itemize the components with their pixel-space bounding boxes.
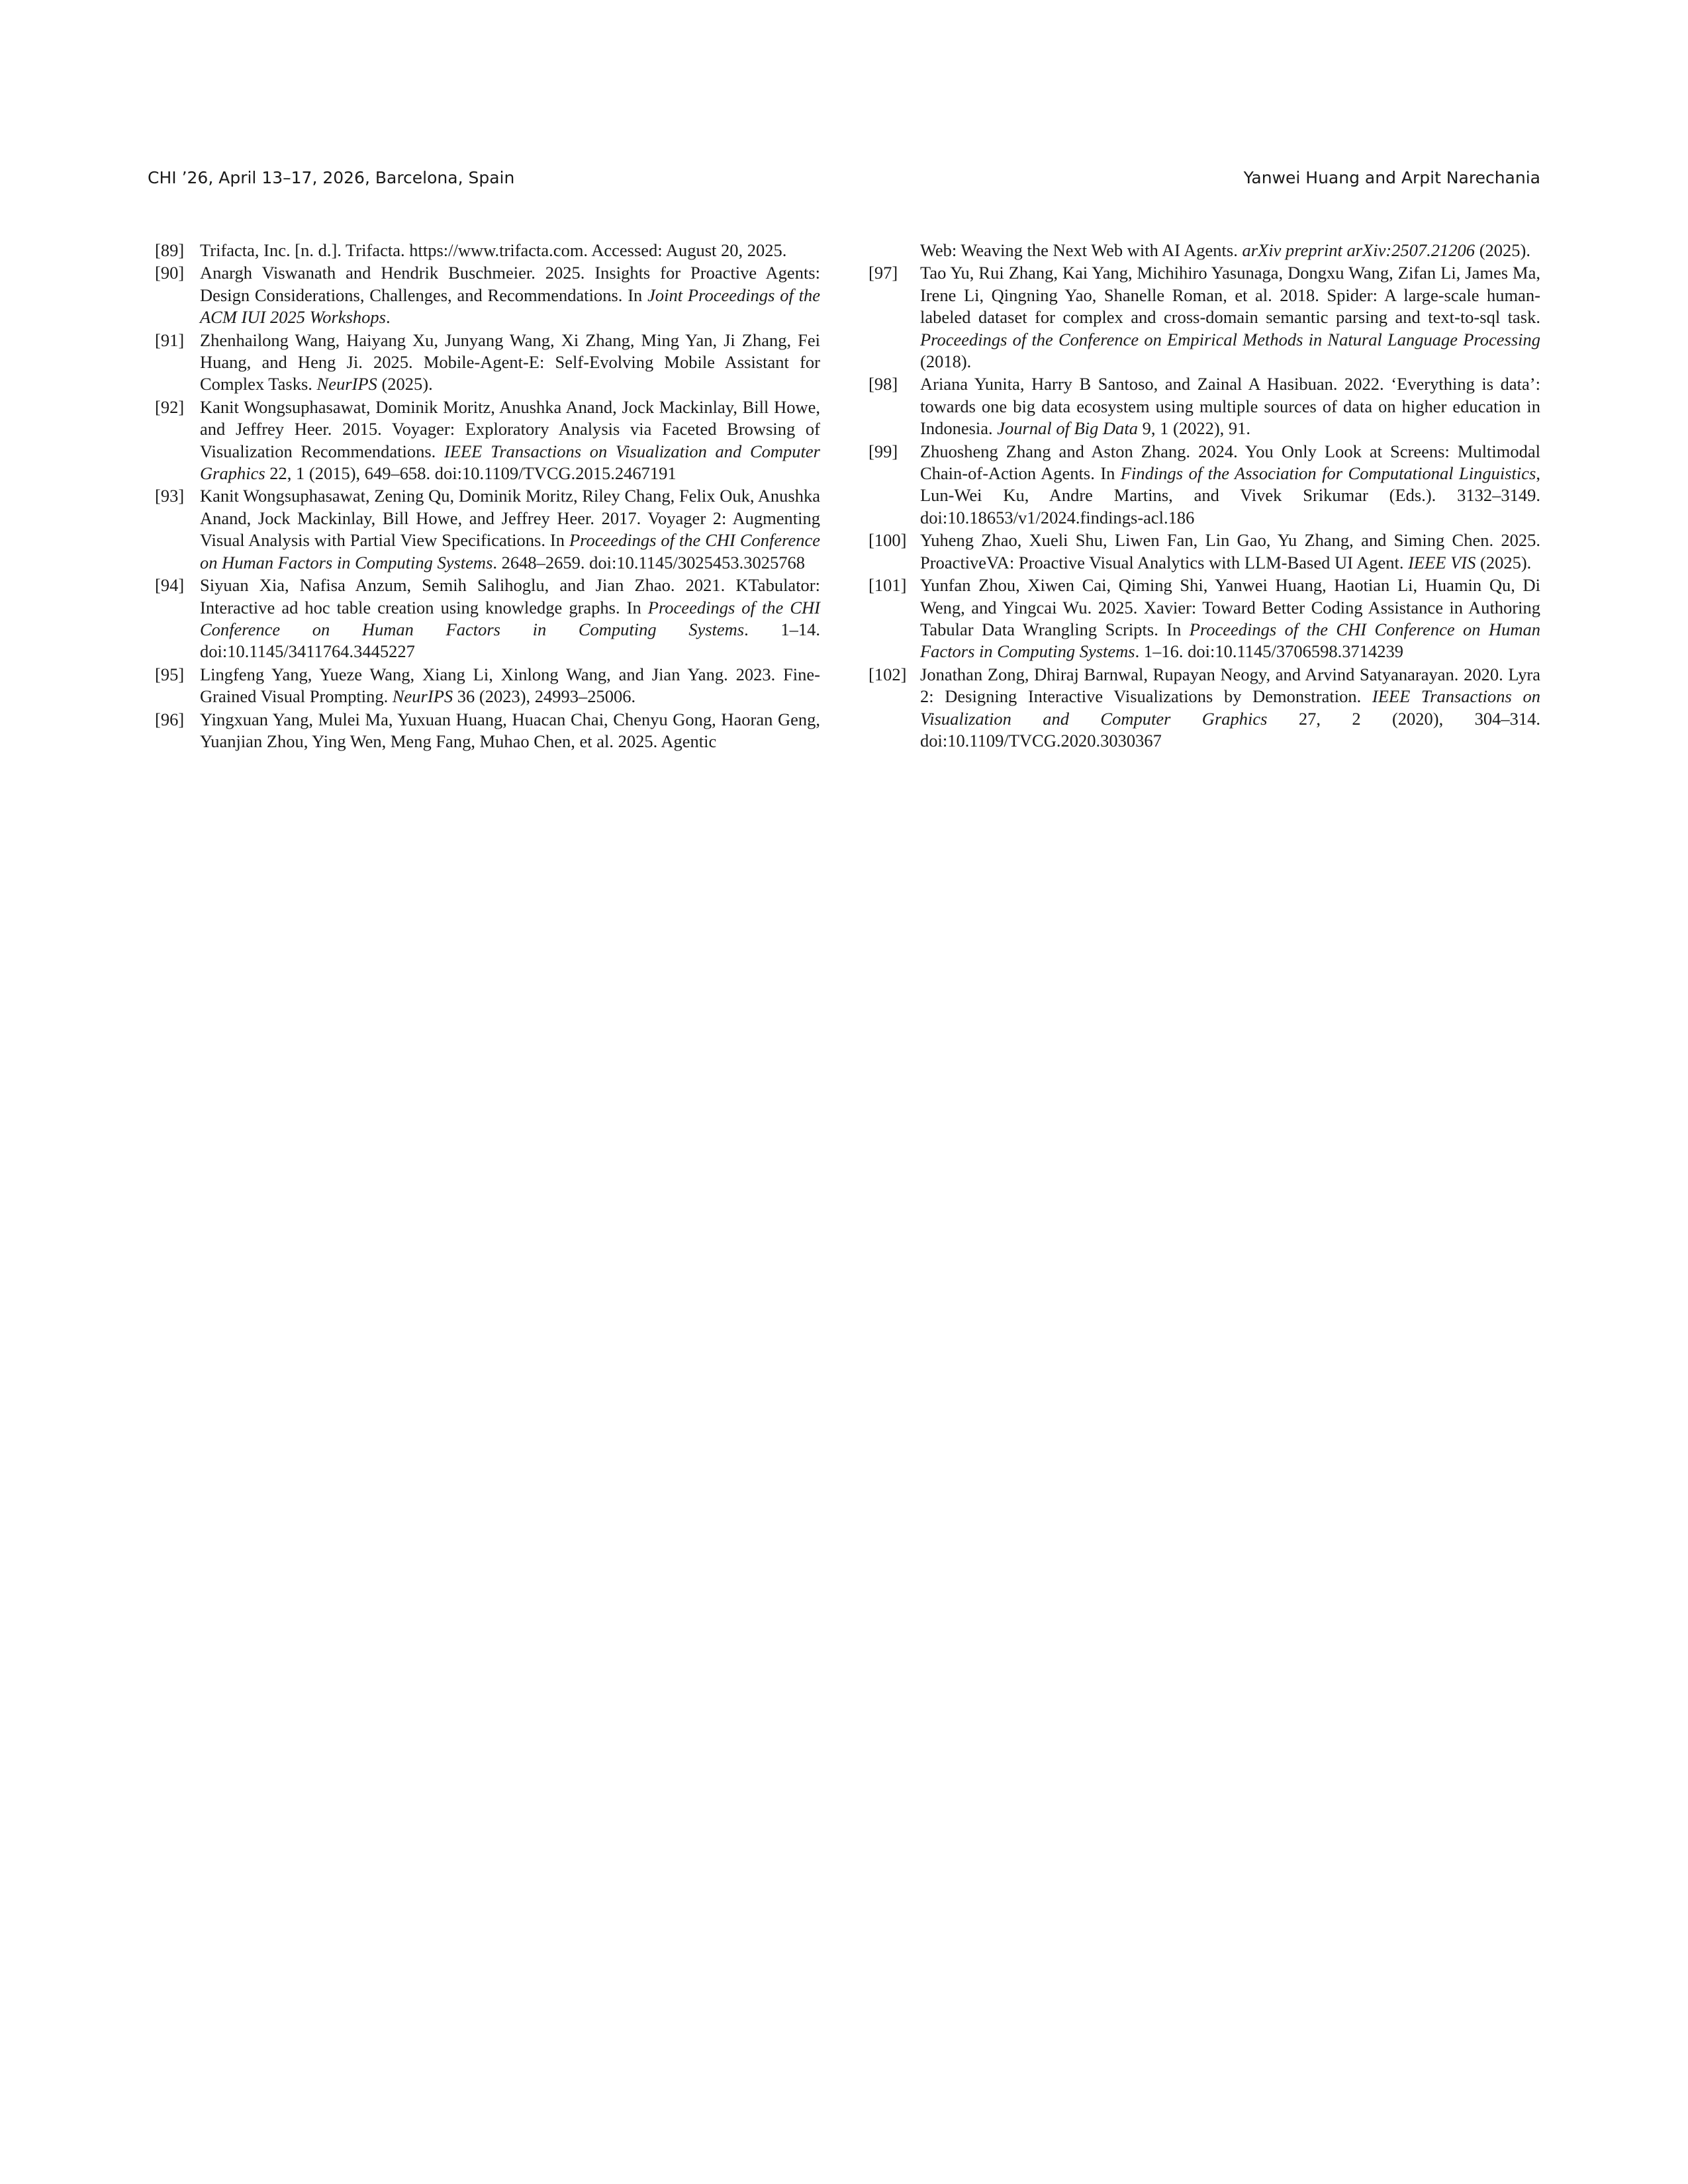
reference-text: , Lun-Wei Ku, Andre Martins, and Vivek Srikumar (Eds.). 3132–3149. doi:10.18653/v1/2024.findings-acl.186 — [920, 463, 1540, 527]
reference-text: Siyuan Xia, Nafisa Anzum, Semih Salihoglu, and Jian Zhao. 2021. KTabulator: Interactive ad hoc table creation using knowledge graphs. In — [200, 575, 820, 617]
reference-item — [868, 262, 1540, 373]
reference-item — [155, 396, 820, 485]
reference-item — [155, 485, 820, 574]
reference-text: . 1–14. doi:10.1145/3411764.3445227 — [200, 619, 820, 662]
reference-number: [99] — [868, 441, 898, 461]
reference-number: [93] — [155, 486, 185, 506]
reference-item — [868, 373, 1540, 439]
reference-item — [868, 664, 1541, 752]
reference-venue: Proceedings of the CHI Conference on Human Factors in Computing Systems — [920, 619, 1540, 662]
reference-number: [92] — [155, 396, 185, 417]
reference-number: [95] — [155, 664, 185, 684]
reference-text: 36 (2023), 24993–25006. — [453, 686, 636, 707]
reference-text: Kanit Wongsuphasawat, Zening Qu, Dominik Moritz, Riley Chang, Felix Ouk, Anushka Anand, Jock Mackinlay, Bill Howe, and Jeffrey Heer. 2017. Voyager 2: Augmenting Visual Analysis with Partial View Specifications. In — [200, 486, 820, 551]
reference-venue: Proceedings of the Conference on Empirical Methods in Natural Language Processing — [920, 329, 1540, 349]
reference-text: Yuheng Zhao, Xueli Shu, Liwen Fan, Lin Gao, Yu Zhang, and Siming Chen. 2025. ProactiveVA: Proactive Visual Analytics with LLM-Based UI Agent. — [920, 530, 1540, 572]
reference-item — [868, 574, 1540, 663]
reference-venue: Proceedings of the CHI Conference on Human Factors in Computing Systems — [200, 530, 820, 572]
reference-venue: Journal of Big Data — [997, 418, 1139, 439]
reference-venue: Proceedings of the CHI Conference on Human Factors in Computing Systems — [200, 597, 820, 639]
reference-number: [96] — [155, 709, 185, 729]
reference-number: [94] — [155, 575, 185, 596]
reference-venue: Joint Proceedings of the ACM IUI 2025 Workshops — [200, 285, 821, 328]
reference-text: (2025). — [1475, 240, 1530, 260]
reference-text: Ariana Yunita, Harry B Santoso, and Zainal A Hasibuan. 2022. ‘Everything is data’: towards one big data ecosystem using multiple sources of data on higher education in Indonesia. — [920, 374, 1540, 439]
reference-item — [155, 262, 820, 328]
reference-text: . — [385, 307, 391, 328]
reference-continuation — [875, 240, 1540, 261]
reference-text: . 1–16. doi:10.1145/3706598.3714239 — [1135, 641, 1403, 662]
reference-text: Kanit Wongsuphasawat, Dominik Moritz, Anushka Anand, Jock Mackinlay, Bill Howe, and Jeffrey Heer. 2015. Voyager: Exploratory Analysis via Faceted Browsing of Visualization Recommendations. — [200, 396, 820, 461]
reference-text: (2018). — [920, 351, 972, 372]
reference-item — [155, 574, 820, 663]
reference-text: (2025). — [1476, 552, 1532, 572]
reference-text: Anargh Viswanath and Hendrik Buschmeier. 2025. Insights for Proactive Agents: Design Considerations, Challenges, and Recommendations. In — [200, 263, 820, 305]
header-venue: CHI ’26, April 13–17, 2026, Barcelona, Spain — [148, 168, 515, 187]
references-column-right — [868, 240, 1541, 752]
reference-number: [91] — [155, 330, 185, 350]
reference-item — [155, 240, 820, 261]
reference-venue: Findings of the Association for Computational Linguistics — [1120, 463, 1536, 484]
reference-item — [868, 441, 1540, 529]
reference-text: 27, 2 (2020), 304–314. doi:10.1109/TVCG.2020.3030367 — [920, 708, 1541, 751]
reference-text: 22, 1 (2015), 649–658. doi:10.1109/TVCG.2015.2467191 — [265, 463, 677, 484]
reference-number: [90] — [155, 263, 185, 283]
reference-item — [868, 529, 1540, 574]
reference-text: Web: Weaving the Next Web with AI Agents. — [920, 240, 1243, 260]
reference-item — [155, 330, 820, 396]
reference-number: [97] — [868, 263, 898, 283]
reference-venue: IEEE Transactions on Visualization and Computer Graphics — [920, 686, 1541, 729]
reference-text: . 2648–2659. doi:10.1145/3025453.3025768 — [492, 552, 805, 572]
reference-text: 9, 1 (2022), 91. — [1138, 418, 1251, 439]
reference-number: [100] — [868, 530, 907, 551]
references-column-left — [155, 240, 820, 753]
reference-number: [89] — [155, 240, 185, 260]
reference-text: (2025). — [377, 374, 433, 394]
reference-number: [102] — [868, 664, 907, 684]
running-header — [148, 168, 1540, 195]
reference-item — [155, 664, 820, 708]
reference-text: Lingfeng Yang, Yueze Wang, Xiang Li, Xinlong Wang, and Jian Yang. 2023. Fine-Grained Visual Prompting. — [200, 664, 820, 707]
reference-text: Tao Yu, Rui Zhang, Kai Yang, Michihiro Yasunaga, Dongxu Wang, Zifan Li, James Ma, Irene Li, Qingning Yao, Shanelle Roman, et al. 2018. Spider: A large-scale human-labeled dataset for complex and cross-domain semantic parsing and text-to-sql task. — [920, 263, 1540, 328]
reference-text: Jonathan Zong, Dhiraj Barnwal, Rupayan Neogy, and Arvind Satyanarayan. 2020. Lyra 2: Designing Interactive Visualizations by Demonstration. — [920, 664, 1540, 707]
reference-venue: arXiv preprint arXiv:2507.21206 — [1242, 240, 1476, 260]
reference-number: [98] — [868, 374, 898, 394]
reference-number: [101] — [868, 575, 907, 596]
reference-venue: NeurIPS — [392, 686, 453, 707]
reference-venue: IEEE Transactions on Visualization and Computer Graphics — [200, 441, 820, 484]
reference-text: Zhenhailong Wang, Haiyang Xu, Junyang Wang, Xi Zhang, Ming Yan, Ji Zhang, Fei Huang, and Heng Ji. 2025. Mobile-Agent-E: Self-Evolving Mobile Assistant for Complex Tasks. — [200, 330, 820, 394]
reference-text: Zhuosheng Zhang and Aston Zhang. 2024. You Only Look at Screens: Multimodal Chain-of-Action Agents. In — [920, 441, 1540, 484]
reference-venue: NeurIPS — [316, 374, 377, 394]
reference-text: Trifacta, Inc. [n. d.]. Trifacta. https://www.trifacta.com. Accessed: August 20, 2025. — [200, 240, 787, 260]
reference-item — [155, 709, 820, 753]
header-authors: Yanwei Huang and Arpit Narechania — [1243, 168, 1540, 187]
reference-text: Yingxuan Yang, Mulei Ma, Yuxuan Huang, Huacan Chai, Chenyu Gong, Haoran Geng, Yuanjian Zhou, Ying Wen, Meng Fang, Muhao Chen, et al. 2025. Agentic — [200, 709, 820, 751]
reference-text: Yunfan Zhou, Xiwen Cai, Qiming Shi, Yanwei Huang, Haotian Li, Huamin Qu, Di Weng, and Yingcai Wu. 2025. Xavier: Toward Better Coding Assistance in Authoring Tabular Data Wrangling Scripts. In — [920, 575, 1540, 639]
reference-venue: IEEE VIS — [1408, 552, 1476, 572]
